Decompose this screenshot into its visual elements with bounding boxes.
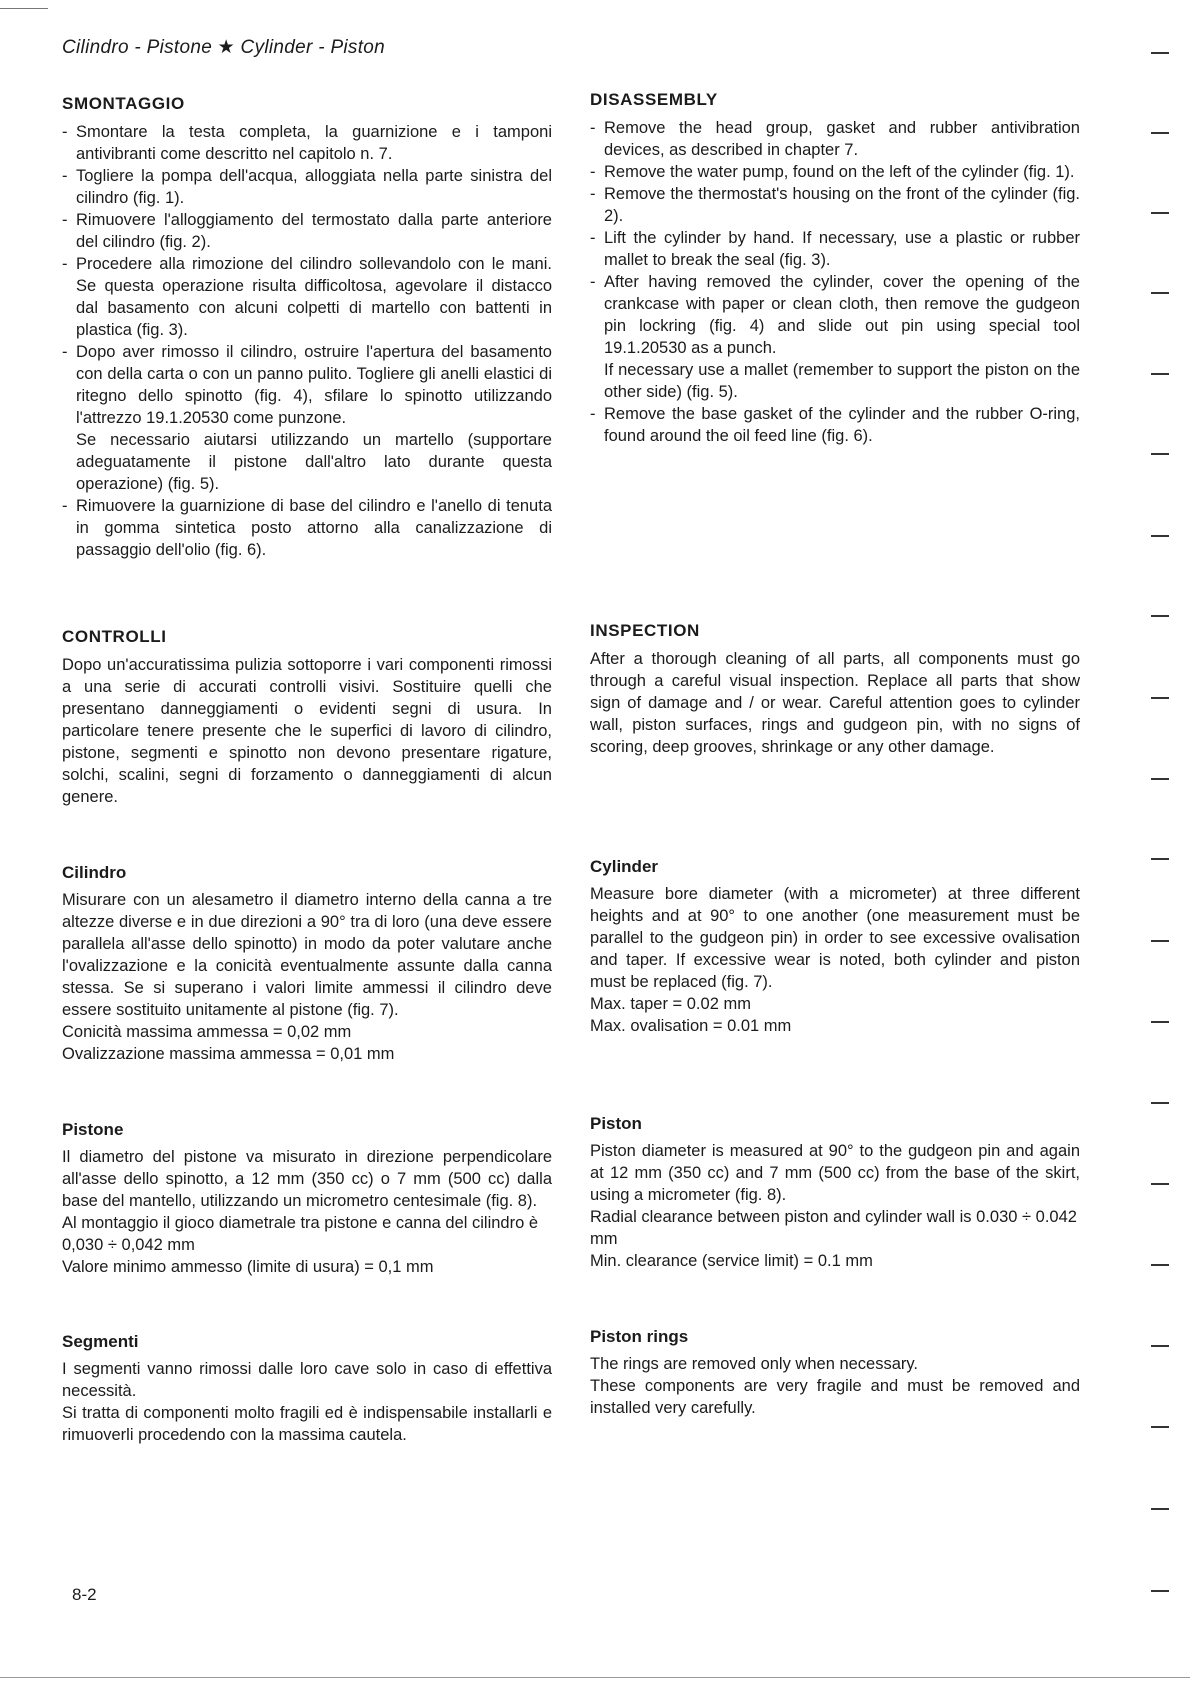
margin-tick xyxy=(1151,778,1169,780)
margin-tick xyxy=(1151,52,1169,54)
en-cylinder-heading: Cylinder xyxy=(590,857,659,876)
en-inspection-text: After a thorough cleaning of all parts, all components must go through a careful visual inspection. Replace all parts that show sign of damage and / or wear. Careful attention goes to cylinder wall, piston surfaces, rings and gudgeon pin, with no signs of scoring, deep grooves, shrinkage or any other damage. xyxy=(590,650,1080,756)
list-item: - Remove the base gasket of the cylinder and the rubber O-ring, found around the oil feed line (fig. 6). xyxy=(590,403,1080,447)
margin-tick xyxy=(1151,453,1169,455)
margin-tick xyxy=(1151,1183,1169,1185)
margin-tick xyxy=(1151,212,1169,214)
en-disassembly-list xyxy=(590,117,1080,447)
en-disassembly-heading: DISASSEMBLY xyxy=(590,90,718,109)
margin-tick xyxy=(1151,1590,1169,1592)
it-inspection-heading: CONTROLLI xyxy=(62,627,167,646)
en-piston-clearance: Radial clearance between piston and cylinder wall is 0.030 ÷ 0.042 mm xyxy=(590,1208,1077,1248)
list-item-text: Dopo aver rimosso il cilindro, ostruire l'apertura del basamento con della carta o con un panno pulito. Togliere gli anelli elastici di ritegno dello spinotto (fig. 4), sfilare lo spinotto utilizzando l'attrezzo 19.1.20530 come punzone. xyxy=(76,343,552,427)
margin-tick xyxy=(1151,1426,1169,1428)
list-item: - Remove the thermostat's housing on the front of the cylinder (fig. 2). xyxy=(590,183,1080,227)
list-item: - Togliere la pompa dell'acqua, alloggiata nella parte sinistra del cilindro (fig. 1). xyxy=(62,165,552,209)
en-rings-text-1: The rings are removed only when necessary. xyxy=(590,1355,919,1373)
it-inspection-section xyxy=(62,627,552,808)
it-cylinder-heading: Cilindro xyxy=(62,863,127,882)
margin-tick xyxy=(1151,697,1169,699)
list-item-note: If necessary use a mallet (remember to support the piston on the other side) (fig. 5). xyxy=(604,361,1080,401)
it-rings-text-1: I segmenti vanno rimossi dalle loro cave solo in caso di effettiva necessità. xyxy=(62,1360,552,1400)
list-item xyxy=(590,271,1080,403)
list-item xyxy=(62,341,552,495)
margin-tick xyxy=(1151,373,1169,375)
it-rings-text-2: Si tratta di componenti molto fragili ed è indispensabile installarli e rimuoverli procedendo con la massima cautela. xyxy=(62,1404,552,1444)
en-piston-limit: Min. clearance (service limit) = 0.1 mm xyxy=(590,1252,873,1270)
page-header: Cilindro - Pistone ★ Cylinder - Piston xyxy=(62,37,386,58)
margin-tick xyxy=(1151,858,1169,860)
list-item: - Remove the head group, gasket and rubber antivibration devices, as described in chapter 7. xyxy=(590,117,1080,161)
en-rings-heading: Piston rings xyxy=(590,1327,689,1346)
margin-tick xyxy=(1151,132,1169,134)
margin-tick xyxy=(1151,1021,1169,1023)
it-cylinder-text: Misurare con un alesametro il diametro interno della canna a tre altezze diverse e in due direzioni a 90° tra di loro (una deve essere parallela all'asse dello spinotto) in modo da poter valutare anche l'ovalizzazione e la conicità eventualmente assunte dalla canna stessa. Se si superano i valori limite ammessi il cilindro deve essere sostituito unitamente al pistone (fig. 7). xyxy=(62,891,552,1019)
page-number: 8-2 xyxy=(72,1585,97,1604)
en-piston-heading: Piston xyxy=(590,1114,642,1133)
it-rings-section xyxy=(62,1332,552,1446)
en-piston-section xyxy=(590,1114,1080,1272)
en-cylinder-taper: Max. taper = 0.02 mm xyxy=(590,995,751,1013)
it-disassembly-list xyxy=(62,121,552,561)
it-cylinder-ovalisation: Ovalizzazione massima ammessa = 0,01 mm xyxy=(62,1045,395,1063)
list-item: - Smontare la testa completa, la guarnizione e i tamponi antivibranti come descritto nel capitolo n. 7. xyxy=(62,121,552,165)
margin-tick xyxy=(1151,940,1169,942)
margin-tick xyxy=(1151,1345,1169,1347)
en-cylinder-section xyxy=(590,857,1080,1037)
en-cylinder-ovalisation: Max. ovalisation = 0.01 mm xyxy=(590,1017,792,1035)
en-cylinder-text: Measure bore diameter (with a micrometer) at three different heights and at 90° to one another (one measurement must be parallel to the gudgeon pin) in order to see excessive ovalisation and taper. If excessive wear is noted, both cylinder and piston must be replaced (fig. 7). xyxy=(590,885,1080,991)
it-cylinder-section xyxy=(62,863,552,1065)
en-rings-text-2: These components are very fragile and must be removed and installed very carefully. xyxy=(590,1377,1080,1417)
en-disassembly-section xyxy=(590,90,1080,447)
top-edge-rule xyxy=(0,8,48,9)
bottom-edge-rule xyxy=(0,1677,1190,1678)
margin-tick xyxy=(1151,1264,1169,1266)
list-item: - Lift the cylinder by hand. If necessary, use a plastic or rubber mallet to break the seal (fig. 3). xyxy=(590,227,1080,271)
list-item: - Procedere alla rimozione del cilindro sollevandolo con le mani. Se questa operazione risulta difficoltosa, agevolare il distacco dal basamento con alcuni colpetti di martello con battenti in plastica (fig. 3). xyxy=(62,253,552,341)
margin-tick xyxy=(1151,535,1169,537)
it-piston-clearance: Al montaggio il gioco diametrale tra pistone e canna del cilindro è 0,030 ÷ 0,042 mm xyxy=(62,1214,539,1254)
list-item: - Remove the water pump, found on the left of the cylinder (fig. 1). xyxy=(590,161,1080,183)
it-disassembly-section xyxy=(62,94,552,561)
it-inspection-text: Dopo un'accuratissima pulizia sottoporre i vari componenti rimossi a una serie di accurati controlli visivi. Sostituire quelli che presentano danneggiamenti o evidenti segni di usura. In particolare tenere presente che le superfici di lavoro di cilindro, pistone, segmenti e spinotto non devono presentare rigature, solchi, scalini, segni di forzamento o danneggiamenti di alcun genere. xyxy=(62,656,552,806)
list-item-text: After having removed the cylinder, cover the opening of the crankcase with paper or clean cloth, then remove the gudgeon pin lockring (fig. 4) and slide out pin using special tool 19.1.20530 as a punch. xyxy=(604,273,1080,357)
en-inspection-heading: INSPECTION xyxy=(590,621,700,640)
it-piston-heading: Pistone xyxy=(62,1120,124,1139)
it-cylinder-taper: Conicità massima ammessa = 0,02 mm xyxy=(62,1023,352,1041)
margin-tick xyxy=(1151,1102,1169,1104)
it-rings-heading: Segmenti xyxy=(62,1332,139,1351)
it-piston-section xyxy=(62,1120,552,1278)
list-item: - Rimuovere l'alloggiamento del termostato dalla parte anteriore del cilindro (fig. 2). xyxy=(62,209,552,253)
en-rings-section xyxy=(590,1327,1080,1419)
it-piston-limit: Valore minimo ammesso (limite di usura) = 0,1 mm xyxy=(62,1258,434,1276)
margin-tick xyxy=(1151,615,1169,617)
list-item: - Rimuovere la guarnizione di base del cilindro e l'anello di tenuta in gomma sintetica posto attorno alla canalizzazione di passaggio dell'olio (fig. 6). xyxy=(62,495,552,561)
en-inspection-section xyxy=(590,621,1080,758)
it-disassembly-heading: SMONTAGGIO xyxy=(62,94,185,113)
margin-tick xyxy=(1151,1508,1169,1510)
list-item-note: Se necessario aiutarsi utilizzando un martello (supportare adeguatamente il pistone dall'altro lato durante questa operazione) (fig. 5). xyxy=(76,431,552,493)
it-piston-text: Il diametro del pistone va misurato in direzione perpendicolare all'asse dello spinotto, a 12 mm (350 cc) o 7 mm (500 cc) dalla base del mantello, utilizzando un micrometro centesimale (fig. 8). xyxy=(62,1148,552,1210)
en-piston-text: Piston diameter is measured at 90° to the gudgeon pin and again at 12 mm (350 cc) and 7 mm (500 cc) from the base of the skirt, using a micrometer (fig. 8). xyxy=(590,1142,1080,1204)
margin-tick xyxy=(1151,292,1169,294)
